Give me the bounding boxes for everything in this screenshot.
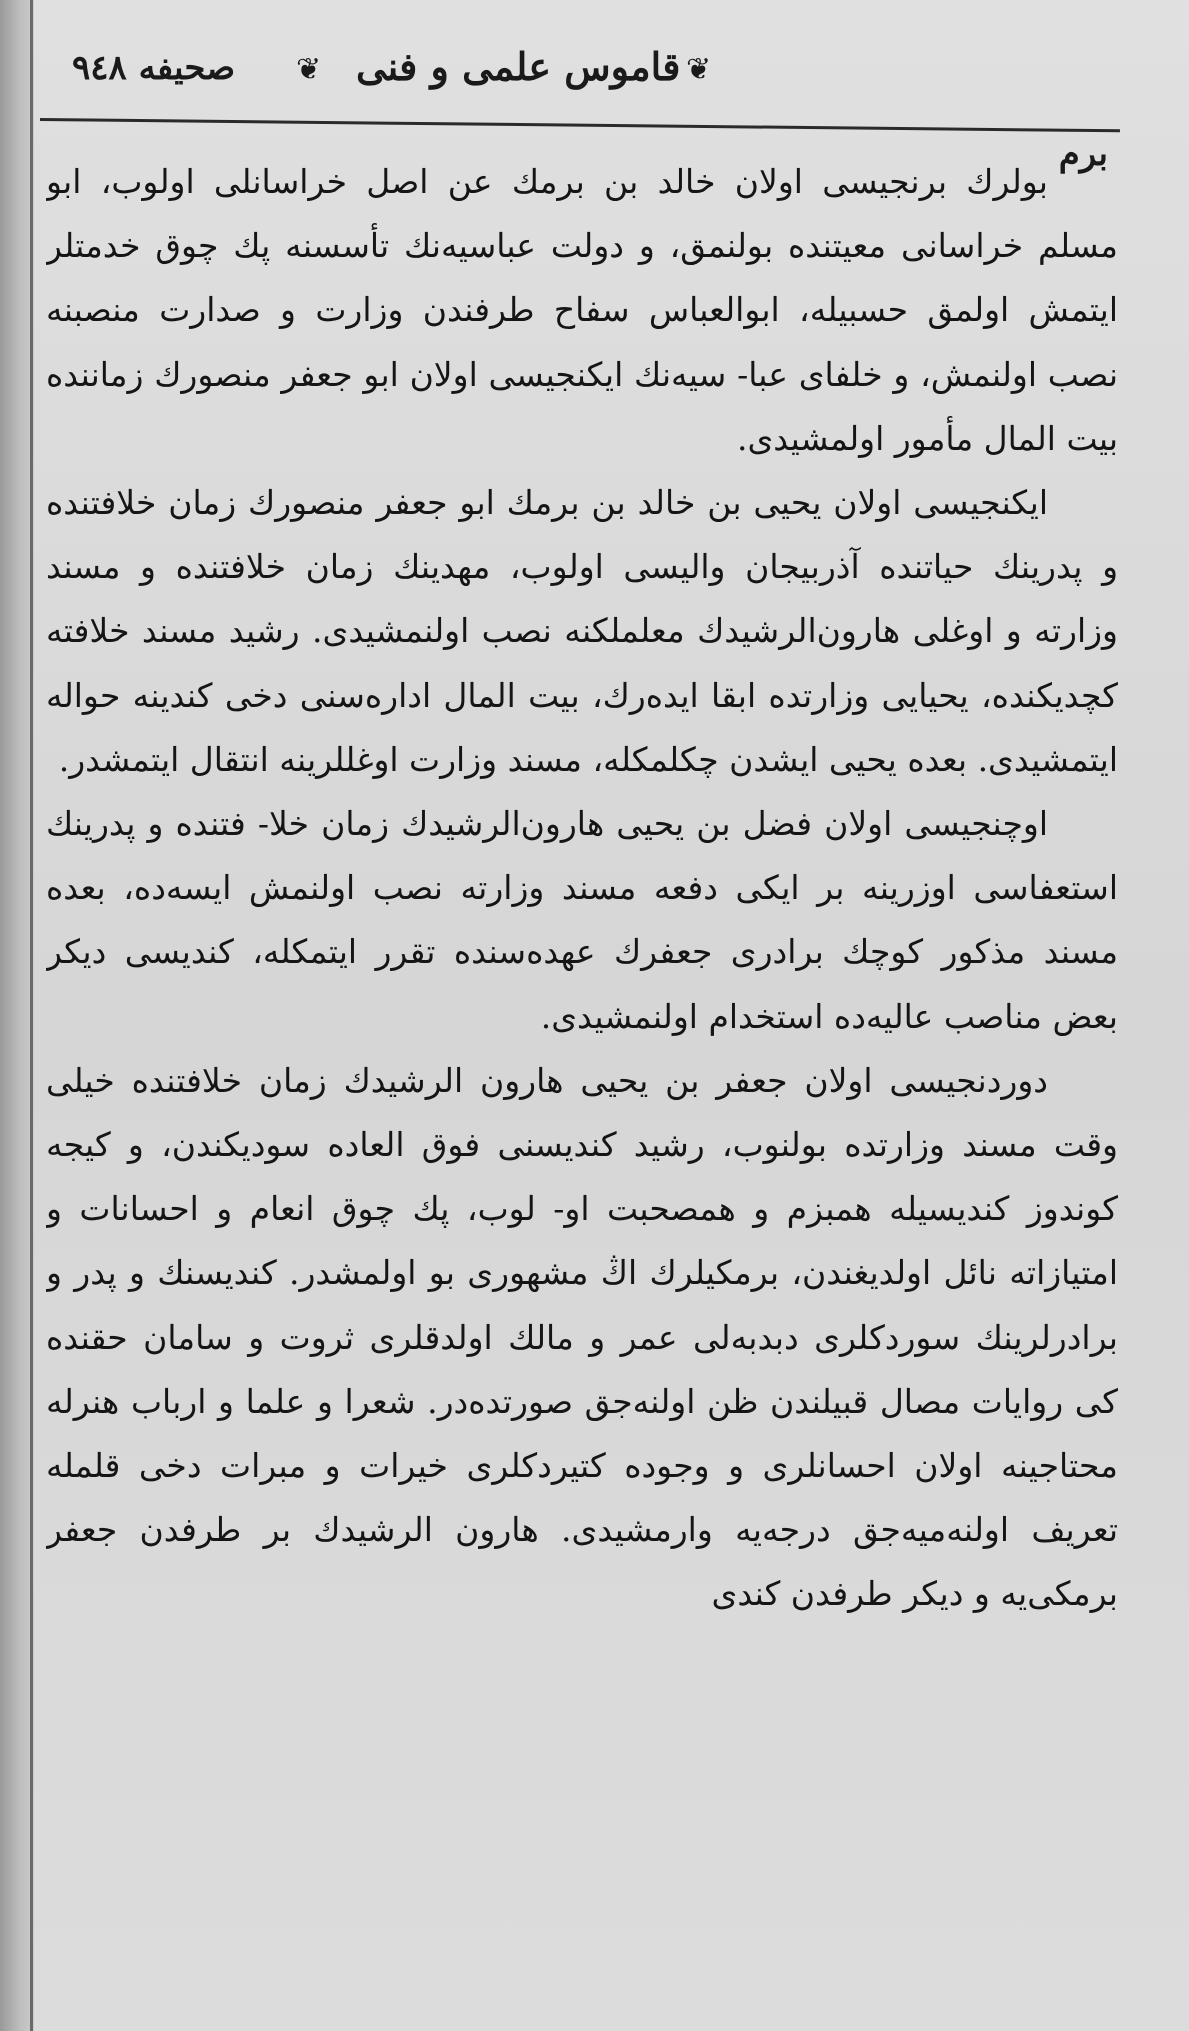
book-title: قاموس علمی و فنی bbox=[356, 44, 681, 89]
page-spine-line bbox=[30, 0, 33, 2031]
ornament-icon: ❦ bbox=[686, 52, 712, 87]
entry-body bbox=[46, 150, 1118, 2010]
paragraph: اوچنجیسی اولان فضل بن یحیی هارون‌الرشیدك زمان خلا- فتنده و پدرینك استعفاسی اوزرینه بر ایكی دفعه مسند وزارته نصب اولنمش ایسه‌ده، بعده مسند مذكور كوچك برادری جعفرك عهده‌سنده تقرر ایتمكله، كندیسی دیكر بعض مناصب عالیه‌ده استخدام اولنمشیدی. bbox=[46, 804, 1118, 1036]
paragraph: دوردنجیسی اولان جعفر بن یحیی هارون الرشیدك زمان خلافتنده خیلی وقت مسند وزارتده بولنوب، رشید كندیسنی فوق العاده سودیكندن، و كیجه كوندوز كندیسیله همبزم و همصحبت او- لوب، پك چوق انعام و احسانات و امتیازاته نائل اولدیغندن، برمكیلرك اڭ مشهوری بو اولمشدر. كندیسنك و پدر و برادرلرینك سوردكلری دبدبه‌لی عمر و مالك اولدقلری ثروت و سامان حقنده كی روایات مصال قبیلندن ظن اولنه‌جق صورتده‌در. شعرا و علما و ارباب هنرله محتاجینه اولان احسانلری و وجوده كتیردكلری خیرات و مبرات دخی قلمله تعریف اولنه‌میه‌جق درجه‌یه وارمشیدی. هارون الرشیدك بر طرفدن جعفر برمكی‌یه و دیكر طرفدن كندی bbox=[46, 1060, 1118, 1614]
running-header bbox=[46, 40, 1108, 174]
entry-headword: برم bbox=[1058, 134, 1108, 174]
ornament-icon: ❦ bbox=[296, 52, 322, 87]
header-rule bbox=[40, 118, 1120, 132]
page-number: صحیفه ۹٤۸ bbox=[72, 48, 236, 88]
paragraph: بولرك برنجیسی اولان خالد بن برمك عن اصل خراسانلی اولوب، ابو مسلم خراسانی معیتنده بولنمق، و دولت عباسیه‌نك تأسسنه پك چوق خدمتلر ایتمش اولمق حسبیله، ابوالعباس سفاح طرفندن وزارت و صدارت منصبنه نصب اولنمش، و خلفای عبا- سیه‌نك ایكنجیسی اولان ابو جعفر منصورك زماننده بیت المال مأمور اولمشیدی. bbox=[46, 162, 1118, 458]
page bbox=[34, 0, 1189, 2031]
paragraph: ایكنجیسی اولان یحیی بن خالد بن برمك ابو جعفر منصورك زمان خلافتنده و پدرینك حیاتنده آذربیجان والیسی اولوب، مهدینك زمان خلافتنده و مسند وزارته و اوغلی هارون‌الرشیدك معلملكنه نصب اولنمشیدی. رشید مسند خلافته كچدیكنده، یحیایی وزارتده ابقا ایدەرك، بیت المال اداره‌سنی دخی كندینه حواله ایتمشیدی. بعده یحیی ایشدن چكلمكله، مسند وزارت اوغللرینه انتقال ایتمشدر. bbox=[46, 483, 1118, 779]
